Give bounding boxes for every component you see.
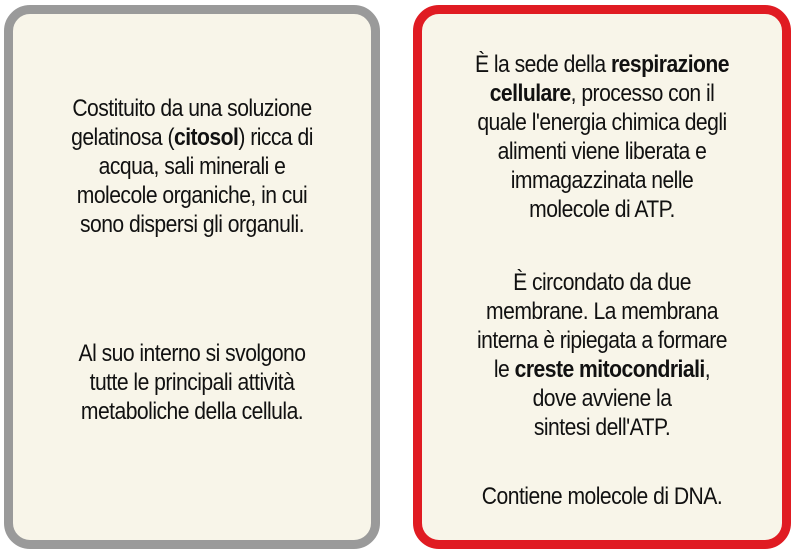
text-line: membrane. La membrana <box>486 298 718 325</box>
text-line <box>444 355 761 384</box>
text-line: Costituito da una soluzione <box>72 95 312 122</box>
text-line: interna è ripiegata a formare <box>476 327 728 354</box>
text-fragment: , processo con il <box>570 80 715 107</box>
text-line: È circondato da due <box>513 269 691 296</box>
mitochondrion-dna <box>444 482 761 511</box>
mitochondrion-respiration <box>444 50 761 224</box>
text-line: metaboliche della cellula. <box>80 398 304 425</box>
text-line: quale l'energia chimica degli <box>477 109 727 136</box>
text-line: molecole organiche, in cui <box>76 182 308 209</box>
text-line: Contiene molecole di DNA. <box>481 483 723 510</box>
text-fragment: ) ricca di <box>238 124 313 151</box>
text-fragment: , <box>704 356 711 383</box>
cytoplasm-card <box>4 5 380 549</box>
text-line: immagazzinata nelle <box>510 167 694 194</box>
keyword-creste-mitocondriali: creste mitocondriali <box>514 356 705 383</box>
text-line: acqua, sali minerali e <box>98 153 286 180</box>
text-line: alimenti viene liberata e <box>497 138 707 165</box>
text-line: sono dispersi gli organuli. <box>79 211 305 238</box>
text-fragment: gelatinosa ( <box>71 124 174 151</box>
text-line: tutte le principali attività <box>89 369 295 396</box>
mitochondrion-membranes <box>444 268 761 442</box>
text-line: dove avviene la <box>532 385 672 412</box>
cytoplasm-description <box>34 94 349 239</box>
text-line <box>444 79 761 108</box>
text-line <box>444 50 761 79</box>
text-line <box>34 123 349 152</box>
cytoplasm-function <box>34 339 349 426</box>
text-line: molecole di ATP. <box>529 196 675 223</box>
text-fragment: È la sede della <box>474 51 611 78</box>
keyword-respirazione: respirazione <box>610 51 730 78</box>
mitochondrion-card <box>413 5 791 549</box>
text-line: Al suo interno si svolgono <box>78 340 306 367</box>
text-fragment: le <box>493 356 515 383</box>
text-line: sintesi dell'ATP. <box>533 414 671 441</box>
keyword-citosol: citosol <box>173 124 239 151</box>
keyword-cellulare: cellulare <box>489 80 571 107</box>
